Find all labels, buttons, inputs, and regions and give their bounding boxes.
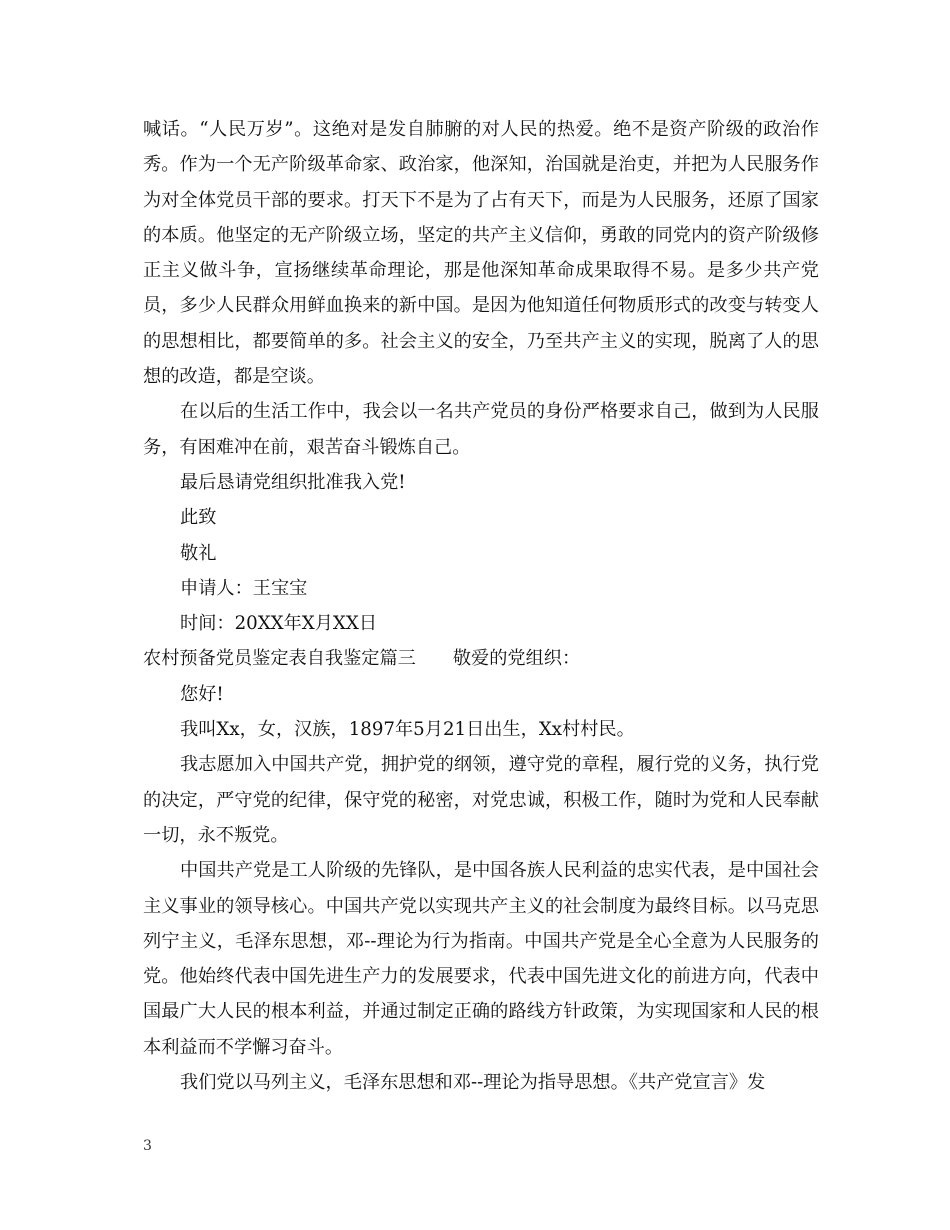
paragraph-continuation: 喊话。“人民万岁”。这绝对是发自肺腑的对人民的热爱。绝不是资产阶级的政治作秀。作为一个无产阶级革命家、政治家，他深知，治国就是治吏，并把为人民服务作为对全体党员干部的要求。打天下不是为了占有天下，而是为人民服务，还原了国家的本质。他坚定的无产阶级立场，坚定的共产主义信仰，勇敢的同党内的资产阶级修正主义做斗争，宣扬继续革命理论，那是他深知革命成果取得不易。是多少共产党员，多少人民群众用鲜血换来的新中国。是因为他知道任何物质形式的改变与转变人的思想相比，都要简单的多。社会主义的安全，乃至共产主义的实现，脱离了人的思想的改造，都是空谈。 bbox=[143, 119, 819, 388]
paragraph-pledge: 我志愿加入中国共产党，拥护党的纲领，遵守党的章程，履行党的义务，执行党的决定，严守党的纪律，保守党的秘密，对党忠诚，积极工作，随时为党和人民奉献一切，永不叛党。 bbox=[143, 754, 819, 846]
paragraph-guiding-thought: 我们党以马列主义，毛泽东思想和邓--理论为指导思想。《共产党宣言》发 bbox=[180, 1072, 766, 1094]
section-salutation: 敬爱的党组织： bbox=[452, 648, 581, 670]
section-title: 农村预备党员鉴定表自我鉴定篇三 bbox=[143, 648, 416, 670]
closing-jingli: 敬礼 bbox=[180, 542, 217, 564]
greeting: 您好! bbox=[180, 683, 224, 705]
paragraph-commitment: 在以后的生活工作中，我会以一名共产党员的身份严格要求自己，做到为人民服务，有困难冲在前，艰苦奋斗锻炼自己。 bbox=[143, 401, 819, 458]
paragraph-party-description: 中国共产党是工人阶级的先锋队，是中国各族人民利益的忠实代表，是中国社会主义事业的领导核心。中国共产党以实现共产主义的社会制度为最终目标。以马克思列宁主义，毛泽东思想，邓--理论为行为指南。中国共产党是全心全意为人民服务的党。他始终代表中国先进生产力的发展要求，代表中国先进文化的前进方向，代表中国最广大人民的根本利益，并通过制定正确的路线方针政策，为实现国家和人民的根本利益而不学懈习奋斗。 bbox=[143, 860, 819, 1058]
document-body bbox=[143, 112, 819, 1100]
section-heading bbox=[143, 641, 819, 676]
closing-cizhi: 此致 bbox=[180, 507, 217, 529]
page-number: 3 bbox=[143, 1138, 152, 1154]
paragraph-request: 最后恳请党组织批准我入党! bbox=[180, 471, 406, 493]
application-date: 时间：20XX年X月XX日 bbox=[180, 613, 378, 635]
self-introduction: 我叫Xx，女，汉族，1897年5月21日出生，Xx村村民。 bbox=[180, 719, 635, 741]
applicant-name: 申请人：王宝宝 bbox=[180, 577, 308, 599]
